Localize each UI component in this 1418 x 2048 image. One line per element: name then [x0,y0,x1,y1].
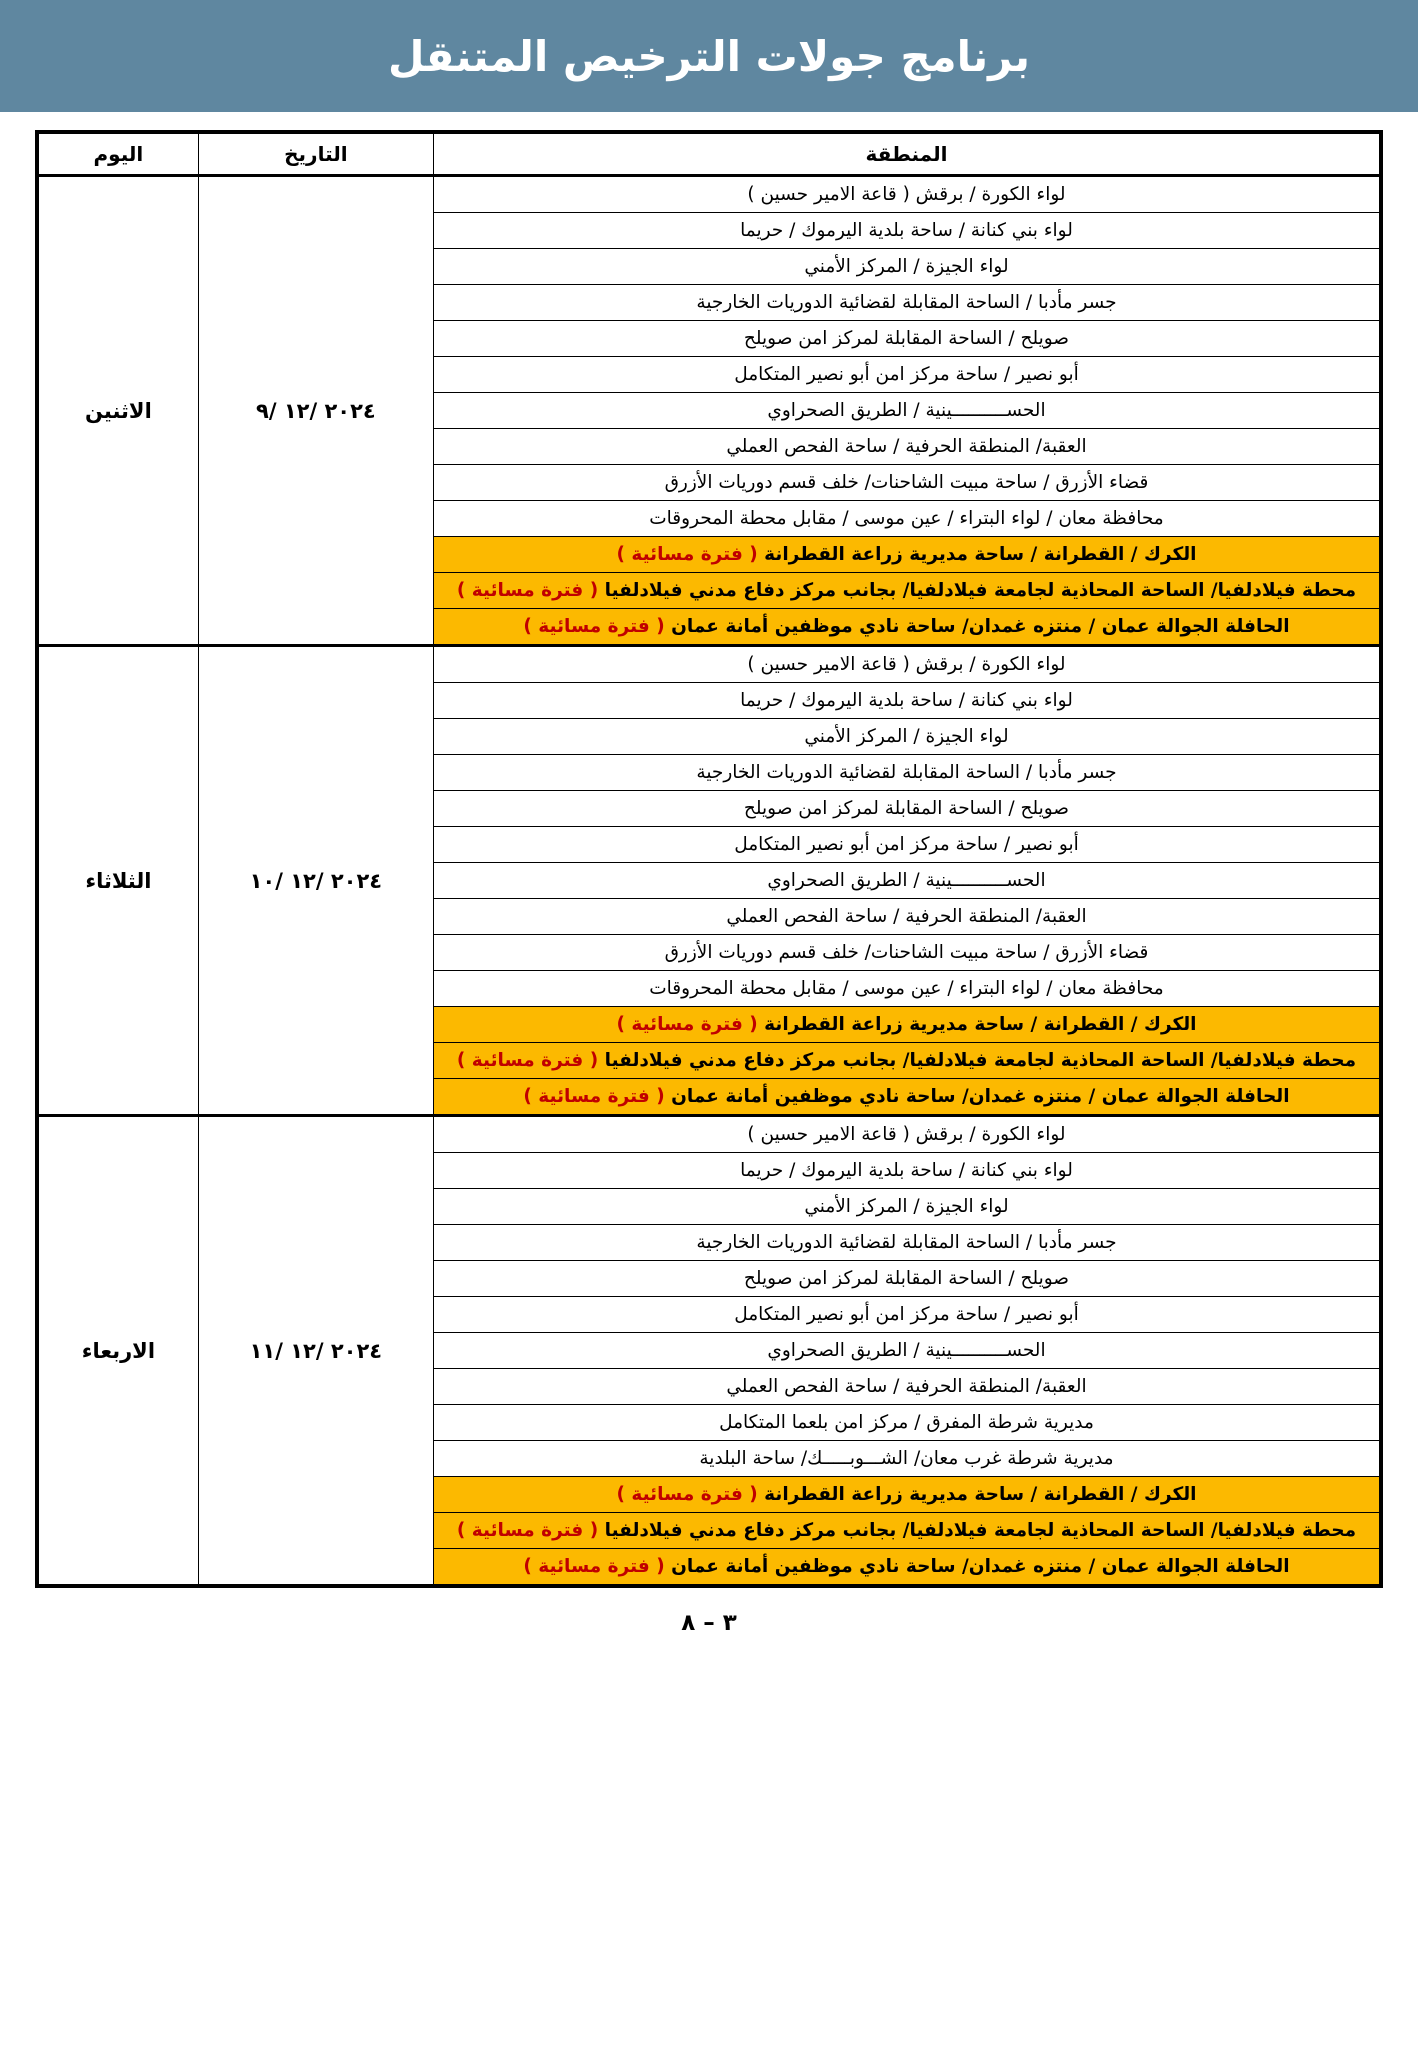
area-cell: جسر مأدبا / الساحة المقابلة لقضائية الدوريات الخارجية [433,1225,1381,1261]
area-cell: مديرية شرطة المفرق / مركز امن بلعما المتكامل [433,1405,1381,1441]
day-cell: الاربعاء [37,1116,198,1587]
area-cell: لواء الكورة / برقش ( قاعة الامير حسين ) [433,176,1381,213]
evening-period-note: ( فترة مسائية ) [616,544,758,565]
area-cell-evening: الحافلة الجوالة عمان / منتزه غمدان/ ساحة نادي موظفين أمانة عمان ( فترة مسائية ) [433,609,1381,646]
day-cell: الاثنين [37,176,198,646]
area-cell: قضاء الأزرق / ساحة مبيت الشاحنات/ خلف قسم دوريات الأزرق [433,465,1381,501]
area-cell: جسر مأدبا / الساحة المقابلة لقضائية الدوريات الخارجية [433,755,1381,791]
column-header-area: المنطقة [433,132,1381,176]
area-cell: أبو نصير / ساحة مركز امن أبو نصير المتكامل [433,357,1381,393]
area-cell: صويلح / الساحة المقابلة لمركز امن صويلح [433,1261,1381,1297]
area-cell: لواء بني كنانة / ساحة بلدية اليرموك / حريما [433,1153,1381,1189]
area-cell-evening: الكرك / القطرانة / ساحة مديرية زراعة القطرانة ( فترة مسائية ) [433,1477,1381,1513]
evening-period-note: ( فترة مسائية ) [456,580,599,601]
date-cell: ٢٠٢٤ /١٢ /١٠ [198,646,433,1116]
document-content [0,112,1418,2048]
table-row [37,1116,1381,1153]
column-header-date: التاريخ [198,132,433,176]
area-cell-evening: محطة فيلادلفيا/ الساحة المحاذية لجامعة فيلادلفيا/ بجانب مركز دفاع مدني فيلادلفيا ( فترة مسائية ) [433,1043,1381,1079]
day-cell: الثلاثاء [37,646,198,1116]
area-cell: مديرية شرطة غرب معان/ الشـــوبـــــك/ ساحة البلدية [433,1441,1381,1477]
area-cell: لواء الجيزة / المركز الأمني [433,719,1381,755]
area-cell: محافظة معان / لواء البتراء / عين موسى / مقابل محطة المحروقات [433,501,1381,537]
area-cell: لواء الكورة / برقش ( قاعة الامير حسين ) [433,646,1381,683]
area-cell-evening: محطة فيلادلفيا/ الساحة المحاذية لجامعة فيلادلفيا/ بجانب مركز دفاع مدني فيلادلفيا ( فترة مسائية ) [433,573,1381,609]
column-header-day: اليوم [37,132,198,176]
area-cell: لواء بني كنانة / ساحة بلدية اليرموك / حريما [433,213,1381,249]
area-cell-evening: الحافلة الجوالة عمان / منتزه غمدان/ ساحة نادي موظفين أمانة عمان ( فترة مسائية ) [433,1079,1381,1116]
area-cell: جسر مأدبا / الساحة المقابلة لقضائية الدوريات الخارجية [433,285,1381,321]
date-cell: ٢٠٢٤ /١٢ /١١ [198,1116,433,1587]
date-cell: ٢٠٢٤ /١٢ /٩ [198,176,433,646]
table-header [37,132,1381,176]
area-cell: لواء الجيزة / المركز الأمني [433,1189,1381,1225]
area-cell: صويلح / الساحة المقابلة لمركز امن صويلح [433,321,1381,357]
document-title-bar [0,0,1418,112]
area-cell-evening: الكرك / القطرانة / ساحة مديرية زراعة القطرانة ( فترة مسائية ) [433,537,1381,573]
evening-period-note: ( فترة مسائية ) [616,1014,758,1035]
area-cell: لواء بني كنانة / ساحة بلدية اليرموك / حريما [433,683,1381,719]
area-cell: أبو نصير / ساحة مركز امن أبو نصير المتكامل [433,827,1381,863]
area-cell: العقبة/ المنطقة الحرفية / ساحة الفحص العملي [433,899,1381,935]
table-body [37,176,1381,1587]
evening-period-note: ( فترة مسائية ) [523,616,665,637]
table-row [37,176,1381,213]
area-cell: صويلح / الساحة المقابلة لمركز امن صويلح [433,791,1381,827]
table-header-row [37,132,1381,176]
evening-period-note: ( فترة مسائية ) [456,1050,599,1071]
area-cell: الحســــــــــينية / الطريق الصحراوي [433,393,1381,429]
area-cell-evening: محطة فيلادلفيا/ الساحة المحاذية لجامعة فيلادلفيا/ بجانب مركز دفاع مدني فيلادلفيا ( فترة مسائية ) [433,1513,1381,1549]
area-cell: الحســــــــــينية / الطريق الصحراوي [433,1333,1381,1369]
area-cell: قضاء الأزرق / ساحة مبيت الشاحنات/ خلف قسم دوريات الأزرق [433,935,1381,971]
area-cell-evening: الكرك / القطرانة / ساحة مديرية زراعة القطرانة ( فترة مسائية ) [433,1007,1381,1043]
area-cell: أبو نصير / ساحة مركز امن أبو نصير المتكامل [433,1297,1381,1333]
evening-period-note: ( فترة مسائية ) [523,1086,665,1107]
page-footer: ٣ – ٨ [681,1610,737,1636]
evening-period-note: ( فترة مسائية ) [616,1484,758,1505]
area-cell: العقبة/ المنطقة الحرفية / ساحة الفحص العملي [433,429,1381,465]
area-cell: لواء الجيزة / المركز الأمني [433,249,1381,285]
schedule-table [35,130,1383,1588]
area-cell: محافظة معان / لواء البتراء / عين موسى / مقابل محطة المحروقات [433,971,1381,1007]
evening-period-note: ( فترة مسائية ) [523,1556,665,1577]
area-cell: لواء الكورة / برقش ( قاعة الامير حسين ) [433,1116,1381,1153]
area-cell-evening: الحافلة الجوالة عمان / منتزه غمدان/ ساحة نادي موظفين أمانة عمان ( فترة مسائية ) [433,1549,1381,1587]
page-title: برنامج جولات الترخيص المتنقل [387,31,1031,81]
area-cell: العقبة/ المنطقة الحرفية / ساحة الفحص العملي [433,1369,1381,1405]
table-row [37,646,1381,683]
evening-period-note: ( فترة مسائية ) [456,1520,599,1541]
area-cell: الحســــــــــينية / الطريق الصحراوي [433,863,1381,899]
